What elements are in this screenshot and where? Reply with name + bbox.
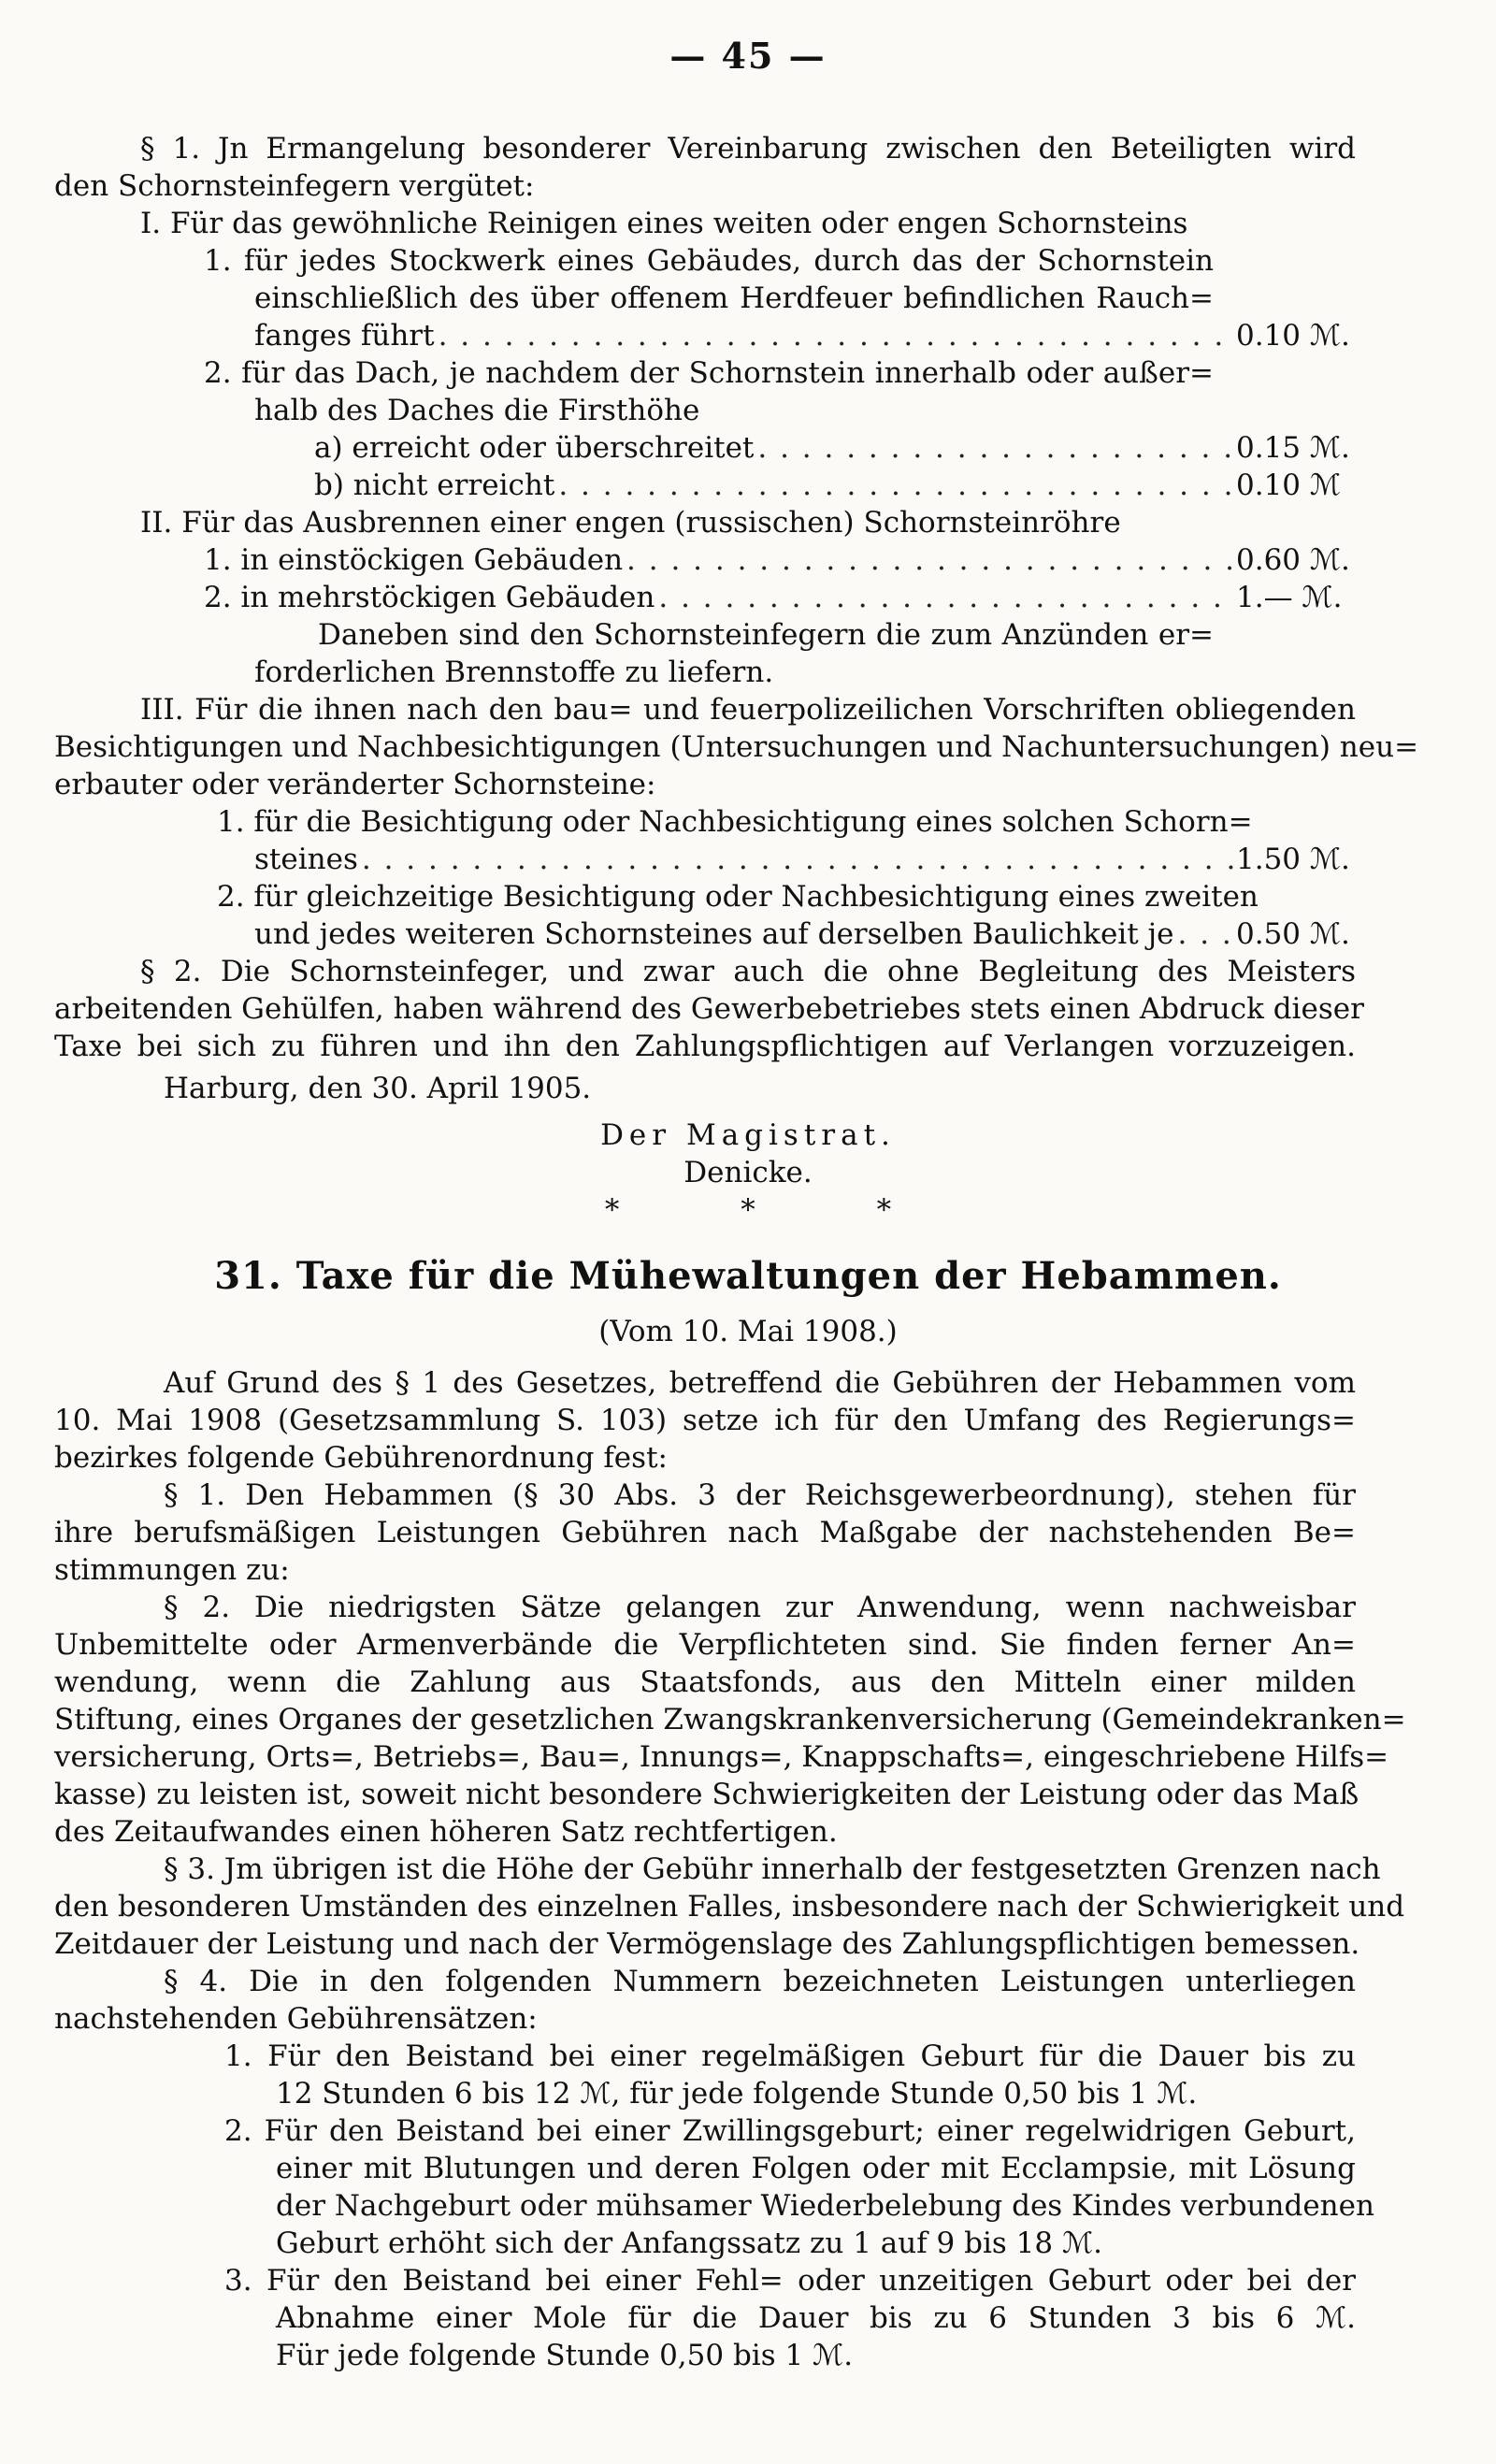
text-line: der Nachgeburt oder mühsamer Wiederbelebung des Kindes verbundenen [276, 2189, 1374, 2223]
text-line: 12 Stunden 6 bis 12 ℳ, für jede folgende Stunde 0,50 bis 1 ℳ. [276, 2077, 1198, 2111]
line-text: 1. in einstöckigen Gebäuden [204, 543, 624, 577]
line-text: fanges führt [254, 319, 435, 353]
text-line: den Schornsteinfegern vergütet: [54, 169, 535, 203]
line-text: a) erreicht oder überschreitet [314, 431, 755, 465]
text-line: Stiftung, eines Organes der gesetzlichen Zwangskrankenversicherung (Gemeindekranken= [54, 1703, 1406, 1736]
line-text: b) nicht erreicht [314, 468, 555, 502]
text-line: III. Für die ihnen nach den bau= und feuerpolizeilichen Vorschriften obliegenden [140, 693, 1356, 727]
fee-amount: 1.50 ℳ. [1236, 843, 1350, 876]
text-line: Geburt erhöht sich der Anfangssatz zu 1 auf 9 bis 18 ℳ. [276, 2226, 1102, 2260]
text-line: versicherung, Orts=, Betriebs=, Bau=, Innungs=, Knappschafts=, eingeschriebene Hilfs= [54, 1740, 1389, 1774]
text-line: einschließlich des über offenem Herdfeuer befindlichen Rauch= [254, 281, 1214, 315]
text-line: Denicke. [683, 1156, 813, 1189]
text-line: Harburg, den 30. April 1905. [164, 1072, 592, 1105]
text-line: 3. Für den Beistand bei einer Fehl= oder unzeitigen Geburt oder bei der [224, 2264, 1356, 2298]
section-heading: 31. Taxe für die Mühewaltungen der Hebammen. [214, 1254, 1282, 1298]
text-line: erbauter oder veränderter Schornsteine: [54, 768, 656, 801]
text-line: § 3. Jm übrigen ist die Höhe der Gebühr innerhalb der festgesetzten Grenzen nach [164, 1852, 1381, 1886]
text-line: 1. Für den Beistand bei einer regelmäßigen Geburt für die Dauer bis zu [224, 2039, 1356, 2073]
line-text: 2. in mehrstöckigen Gebäuden [204, 581, 655, 614]
text-line: * * * [604, 1193, 892, 1227]
text-line: 1. für jedes Stockwerk eines Gebäudes, durch das der Schornstein [204, 244, 1214, 278]
text-line [314, 430, 1358, 468]
text-line: Auf Grund des § 1 des Gesetzes, betreffend die Gebühren der Hebammen vom [164, 1366, 1356, 1400]
fee-amount: 1.— ℳ. [1236, 581, 1343, 614]
text-line: Der Magistrat. [600, 1118, 896, 1152]
text-line: Zeitdauer der Leistung und nach der Vermögenslage des Zahlungspflichtigen bemessen. [54, 1927, 1360, 1961]
text-line: § 2. Die Schornsteinfeger, und zwar auch die ohne Begleitung des Meisters [140, 955, 1356, 988]
text-line: des Zeitaufwandes einen höheren Satz rechtfertigen. [54, 1815, 838, 1849]
text-line: nachstehenden Gebührensätzen: [54, 2002, 538, 2036]
text-line: arbeitenden Gehülfen, haben während des Gewerbebetriebes stets einen Abdruck dieser [54, 992, 1364, 1026]
fee-amount: 0.50 ℳ. [1236, 917, 1350, 951]
fee-amount: 0.10 ℳ. [1236, 319, 1350, 353]
text-line [254, 916, 1358, 954]
fee-amount: 0.60 ℳ. [1236, 543, 1350, 577]
text-line [204, 542, 1358, 580]
text-line: 1. für die Besichtigung oder Nachbesichtigung eines solchen Schorn= [217, 805, 1253, 839]
line-text: steines [254, 843, 358, 876]
text-line: kasse) zu leisten ist, soweit nicht besondere Schwierigkeiten der Leistung oder das Maß [54, 1778, 1359, 1811]
fee-amount: 0.10 ℳ [1236, 468, 1342, 502]
text-line: Taxe bei sich zu führen und ihn den Zahlungspflichtigen auf Verlangen vorzuzeigen. [54, 1030, 1356, 1063]
text-line: § 1. Den Hebammen (§ 30 Abs. 3 der Reichsgewerbeordnung), stehen für [164, 1478, 1356, 1512]
text-line: § 1. Jn Ermangelung besonderer Vereinbarung zwischen den Beteiligten wird [140, 132, 1356, 166]
text-line: I. Für das gewöhnliche Reinigen eines weiten oder engen Schornsteins [140, 207, 1188, 240]
text-line: 2. Für den Beistand bei einer Zwillingsgeburt; einer regelwidrigen Geburt, [224, 2114, 1356, 2148]
leader-dots [754, 430, 1236, 468]
text-line: halb des Daches die Firsthöhe [254, 394, 700, 427]
text-line: forderlichen Brennstoffe zu liefern. [254, 656, 774, 689]
text-line: § 4. Die in den folgenden Nummern bezeichneten Leistungen unterliegen [164, 1965, 1356, 1998]
leader-dots [554, 468, 1236, 505]
text-line: stimmungen zu: [54, 1553, 290, 1587]
text-line: Für jede folgende Stunde 0,50 bis 1 ℳ. [276, 2339, 854, 2372]
page-number: — 45 — [669, 35, 827, 77]
text-line: 2. für das Dach, je nachdem der Schornstein innerhalb oder außer= [204, 356, 1214, 390]
text-line: 2. für gleichzeitige Besichtigung oder Nachbesichtigung eines zweiten [217, 880, 1259, 914]
text-line: Unbemittelte oder Armenverbände die Verpflichteten sind. Sie finden ferner An= [54, 1628, 1356, 1662]
text-line: Besichtigungen und Nachbesichtigungen (Untersuchungen und Nachuntersuchungen) neu= [54, 730, 1419, 764]
text-line: einer mit Blutungen und deren Folgen oder mit Ecclampsie, mit Lösung [276, 2152, 1356, 2185]
text-line: Abnahme einer Mole für die Dauer bis zu 6 Stunden 3 bis 6 ℳ. [276, 2301, 1356, 2335]
text-line: ihre berufsmäßigen Leistungen Gebühren nach Maßgabe der nachstehenden Be= [54, 1516, 1356, 1549]
text-line: den besonderen Umständen des einzelnen Falles, insbesondere nach der Schwierigkeit und [54, 1890, 1405, 1924]
text-line [314, 468, 1358, 505]
leader-dots [358, 842, 1236, 879]
text-line [204, 580, 1358, 617]
line-text: und jedes weiteren Schornsteines auf derselben Baulichkeit je [254, 917, 1174, 951]
leader-dots [435, 318, 1236, 355]
fee-amount: 0.15 ℳ. [1236, 431, 1350, 465]
leader-dots [623, 542, 1236, 580]
leader-dots [1174, 916, 1237, 954]
text-line: § 2. Die niedrigsten Sätze gelangen zur Anwendung, wenn nachweisbar [164, 1591, 1356, 1624]
leader-dots [654, 580, 1236, 617]
text-line [254, 318, 1358, 355]
text-line: 10. Mai 1908 (Gesetzsammlung S. 103) setze ich für den Umfang des Regierungs= [54, 1404, 1356, 1437]
text-line: (Vom 10. Mai 1908.) [598, 1315, 898, 1348]
text-line: wendung, wenn die Zahlung aus Staatsfonds, aus den Mitteln einer milden [54, 1665, 1356, 1699]
text-line: Daneben sind den Schornsteinfegern die zum Anzünden er= [318, 618, 1214, 652]
text-line: II. Für das Ausbrennen einer engen (russischen) Schornsteinröhre [140, 506, 1121, 540]
text-line: bezirkes folgende Gebührenordnung fest: [54, 1441, 668, 1475]
text-line [254, 842, 1358, 879]
